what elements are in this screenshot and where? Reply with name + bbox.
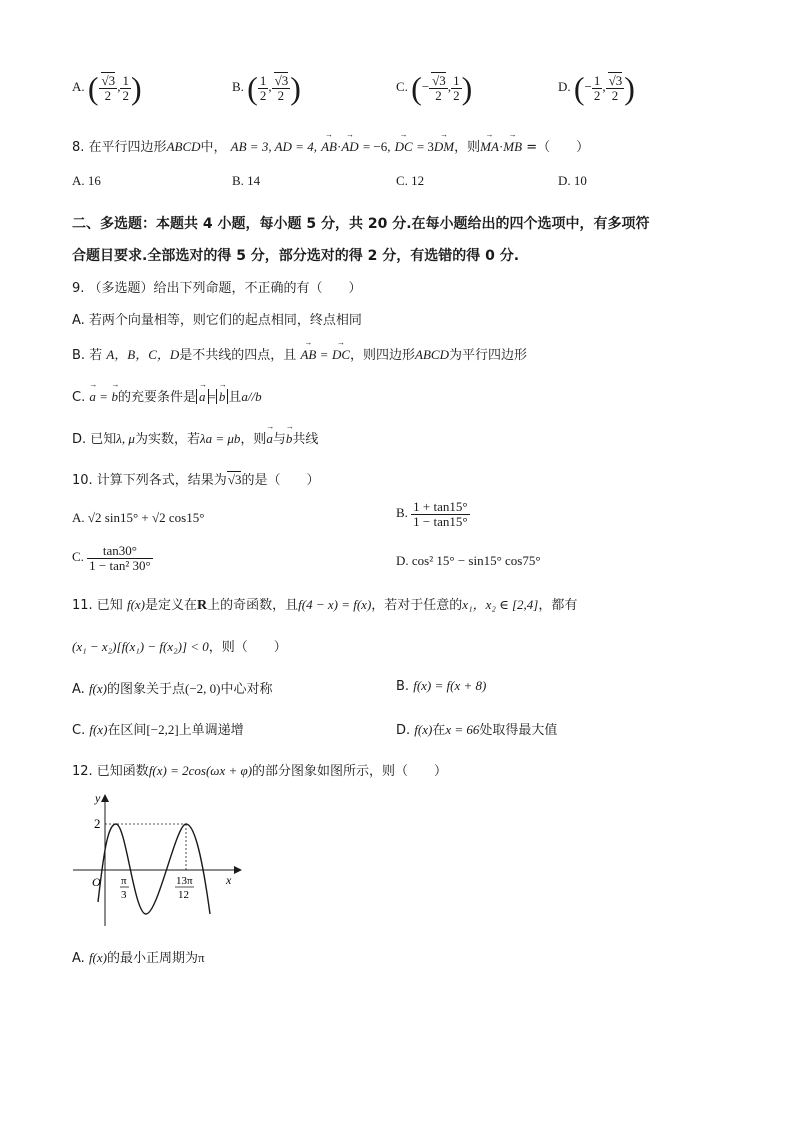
q10-a-expr: √2 sin15° + √2 cos15° <box>87 510 205 525</box>
q10-c-den: 1 − tan² 30° <box>89 557 151 573</box>
q8-dot2: · <box>498 139 504 154</box>
q7-b-num2: √3 <box>274 72 289 88</box>
x-axis-arrow <box>234 866 242 874</box>
q10-d-label: D. <box>396 553 409 568</box>
q11-d-x: x = 66 <box>445 722 480 737</box>
q7-b-comma: , <box>268 78 272 94</box>
q9-c-abs-eq: = <box>208 389 216 404</box>
q10-stem-post: 的是（ ） <box>241 473 320 488</box>
q12-option-a[interactable] <box>72 947 205 966</box>
q12-post: 的部分图象如图所示，则（ ） <box>252 764 448 779</box>
q8-cond1: AB = 3, AD = 4, <box>230 139 317 154</box>
tick1-num: π <box>121 875 127 887</box>
q10-c-label: C. <box>72 549 84 565</box>
q8-option-d[interactable] <box>558 173 587 189</box>
q11-a-text: 的图象关于点 <box>106 682 185 697</box>
q8-blank: =（ ） <box>526 140 590 155</box>
origin-label: O <box>92 875 101 889</box>
q8-vec-dc: → DC <box>395 139 413 155</box>
q11-a-pt: (−2, 0) <box>185 681 221 696</box>
q11-c-end: 上单调递增 <box>178 723 244 738</box>
q8-vec-dm: → DM <box>434 139 454 155</box>
q8-text-mid: 中， <box>200 140 227 155</box>
q11-d-end: 处取得最大值 <box>479 723 558 738</box>
q9-d-vars: λ, μ <box>116 431 135 446</box>
q11-expr: (x₁ − x₂)[f(x₁) − f(x₂)] < 0 <box>72 639 209 654</box>
q10-b-den: 1 − tan15° <box>413 513 468 529</box>
tick2-num: 13π <box>176 875 193 887</box>
q7-c-num1: √3 <box>432 72 446 88</box>
q9-stem: 9. （多选题）给出下列命题，不正确的有（ ） <box>72 281 362 296</box>
q9-b-post: ，则四边形 <box>350 348 416 363</box>
q11-mid2: 上的奇函数，且 <box>207 598 299 613</box>
q12-a-label: A. <box>72 951 85 966</box>
q8-dot1: · <box>336 139 342 154</box>
q8-cond2: = −6, <box>362 139 391 154</box>
q9-d-pre: D. 已知 <box>72 432 117 447</box>
q7-c-minus: − <box>421 78 430 94</box>
q10-stem-pre: 10. 计算下列各式，结果为 <box>72 473 227 488</box>
y-label: y <box>95 791 101 805</box>
q7-d-minus: − <box>584 78 592 94</box>
y-tick-2: 2 <box>94 816 101 831</box>
q9-b-vars: A，B，C，D <box>106 347 180 362</box>
q11-c-text: 在区间 <box>107 723 147 738</box>
q9-b-vec2: → DC <box>332 347 350 363</box>
q11-option-a[interactable] <box>72 678 273 697</box>
tick2-den: 12 <box>178 889 189 901</box>
q11-a-end: 中心对称 <box>220 682 273 697</box>
tick1-den: 3 <box>121 889 127 901</box>
q9-b-eq: = <box>320 347 328 362</box>
q8-vec-ab: → AB <box>321 139 337 155</box>
q9-b-end: 为平行四边形 <box>448 348 527 363</box>
q7-d-num1: 1 <box>593 72 601 88</box>
q11-vars: x₁，x₂ ∈ [2,4] <box>462 597 539 612</box>
q11-fx: f(x) <box>126 597 145 612</box>
q7-c-den1: 2 <box>435 87 442 103</box>
q8-d-text: 10 <box>573 173 587 188</box>
q8-then: ，则 <box>454 140 481 155</box>
q7-d-den1: 2 <box>593 87 601 103</box>
q9-b-pre: B. 若 <box>72 348 103 363</box>
q10-b-label: B. <box>396 505 408 521</box>
q12-graph <box>68 790 248 930</box>
q7-b-den2: 2 <box>277 87 285 103</box>
q9-d-expr: λa = μb <box>199 431 241 446</box>
section2-line2: 合题目要求.全部选对的得 5 分，部分选对的得 2 分，有选错的得 0 分. <box>72 248 520 264</box>
q8-eq3: = 3 <box>416 139 434 154</box>
q11-R: R <box>197 598 208 613</box>
q9-d-then: ，则 <box>240 432 267 447</box>
q8-stem <box>72 136 589 155</box>
q7-a-label: A. <box>72 78 85 94</box>
q12-a-fx: f(x) <box>88 950 107 965</box>
q7-a-num2: 1 <box>122 72 129 88</box>
q9-c-a: → a <box>89 389 96 405</box>
q11-stem-line1 <box>72 594 577 614</box>
q8-shape: ABCD <box>166 139 201 154</box>
q9-b-mid: 是不共线的四点，且 <box>179 348 297 363</box>
q9-option-d[interactable] <box>72 428 318 447</box>
section2-line1: 二、多选题：本题共 4 小题，每小题 5 分，共 20 分.在每小题给出的四个选项中，有多项符 <box>72 216 650 232</box>
q9-c-cond: 且 <box>228 390 242 405</box>
q9-c-b: → b <box>111 389 118 405</box>
q8-option-c[interactable] <box>396 173 424 189</box>
q11-c-fx: f(x) <box>89 722 108 737</box>
q8-d-label: D. <box>558 173 571 188</box>
q7-b-label: B. <box>232 78 244 94</box>
q11-d-label: D. <box>396 723 411 738</box>
q10-a-label: A. <box>72 510 85 525</box>
q11-d-fx: f(x) <box>414 722 433 737</box>
q11-stem-line2 <box>72 636 287 655</box>
q9-option-c[interactable] <box>72 386 262 405</box>
q8-vec-mb: → MB <box>503 139 522 155</box>
x-label: x <box>226 873 232 887</box>
q7-a-den1: 2 <box>104 87 112 103</box>
q11-c-label: C. <box>72 723 86 738</box>
q7-option-b[interactable]: B. ( $\frac{1}{2}$ , $\frac{√3}{2}$ ) <box>232 70 301 106</box>
q9-c-mid: 的充要条件是 <box>117 390 196 405</box>
q7-a-den2: 2 <box>122 87 129 103</box>
q8-option-a[interactable] <box>72 173 101 189</box>
q11-cond: f(4 − x) = f(x) <box>298 597 372 612</box>
q11-end: ，都有 <box>538 598 578 613</box>
cosine-curve <box>98 824 210 914</box>
q11-pre: 11. 已知 <box>72 598 123 613</box>
q7-d-comma: , <box>602 78 606 94</box>
q11-line2-end: ，则（ ） <box>208 640 287 655</box>
q9-option-b[interactable] <box>72 344 527 363</box>
q11-c-int: [−2,2] <box>146 722 179 737</box>
q7-c-den2: 2 <box>453 87 460 103</box>
q8-a-label: A. <box>72 173 85 188</box>
q8-text-pre: 在平行四边形 <box>88 140 167 155</box>
q10-option-d[interactable] <box>396 553 541 569</box>
q8-a-text: 16 <box>87 173 101 188</box>
q9-c-par: a//b <box>241 389 262 404</box>
q9-d-mid: 为实数，若 <box>134 432 200 447</box>
q9-b-shape: ABCD <box>415 347 449 362</box>
q11-b-expr: f(x) = f(x + 8) <box>413 678 487 693</box>
q7-c-comma: , <box>447 78 452 94</box>
q9-option-a[interactable]: A. 若两个向量相等，则它们的起点相同，终点相同 <box>72 313 362 328</box>
q8-number: 8. <box>72 140 85 155</box>
q9-c-abs-b: → b <box>219 389 226 405</box>
q7-b-den1: 2 <box>259 87 267 103</box>
q7-b-num1: 1 <box>259 72 267 88</box>
q11-b-label: B. <box>396 679 410 694</box>
q7-d-label: D. <box>558 78 571 94</box>
q9-d-end: 共线 <box>292 432 319 447</box>
q8-vec-ad: → AD <box>341 139 358 155</box>
q11-a-fx: f(x) <box>88 681 107 696</box>
q9-b-vec1: → AB <box>300 347 316 363</box>
q12-stem <box>72 760 447 779</box>
q8-c-text: 12 <box>411 173 425 188</box>
q8-c-label: C. <box>396 173 408 188</box>
q11-option-d[interactable] <box>396 719 557 738</box>
q10-option-a[interactable] <box>72 510 204 526</box>
q9-d-and: 与 <box>272 432 286 447</box>
q12-a-text: 的最小正周期为 <box>106 951 198 966</box>
q10-stem <box>72 469 319 488</box>
q9-c-label: C. <box>72 390 86 405</box>
q10-c-num: tan30° <box>87 544 153 559</box>
q11-option-c[interactable] <box>72 719 244 738</box>
q12-a-pi: π <box>198 950 205 965</box>
q10-option-b[interactable] <box>396 500 470 528</box>
q9-d-a: → a <box>266 431 273 447</box>
q10-option-c[interactable] <box>72 544 153 572</box>
q7-c-num2: 1 <box>453 72 460 88</box>
q7-a-num1: √3 <box>101 72 116 88</box>
q7-d-den2: 2 <box>611 87 619 103</box>
q9-c-abs-a: → a <box>199 389 206 405</box>
q7-option-a[interactable]: A. ( $\frac{√3}{2}$ , $\frac{1}{2}$ ) <box>72 70 142 106</box>
q10-b-num: 1 + tan15° <box>413 499 468 514</box>
q11-mid: 是定义在 <box>145 598 198 613</box>
q12-expr: f(x) = 2cos(ωx + φ) <box>148 763 253 778</box>
y-axis-arrow <box>101 794 109 802</box>
q8-b-label: B. <box>232 173 244 188</box>
q8-b-text: 14 <box>247 173 261 188</box>
q7-d-num2: √3 <box>608 72 623 88</box>
q10-stem-sqrt: √3 <box>227 472 242 487</box>
q7-option-c[interactable]: C. (− $\frac{√3}{2}$ , $\frac{1}{2}$ ) <box>396 70 473 106</box>
q7-a-comma: , <box>117 78 121 94</box>
q11-mid3: ，若对于任意的 <box>371 598 463 613</box>
q12-pre: 12. 已知函数 <box>72 764 149 779</box>
q11-option-b[interactable] <box>396 678 486 694</box>
q7-c-label: C. <box>396 78 408 94</box>
q10-d-expr: cos² 15° − sin15° cos75° <box>411 553 541 568</box>
q11-d-text: 在 <box>432 723 446 738</box>
q11-a-label: A. <box>72 682 85 697</box>
q8-option-b[interactable] <box>232 173 260 189</box>
q9-d-b: → b <box>286 431 293 447</box>
q8-vec-ma: → MA <box>480 139 499 155</box>
q7-option-d[interactable]: D. (− $\frac{1}{2}$ , $\frac{√3}{2}$ ) <box>558 70 635 106</box>
q9-c-eq: = <box>100 389 108 404</box>
